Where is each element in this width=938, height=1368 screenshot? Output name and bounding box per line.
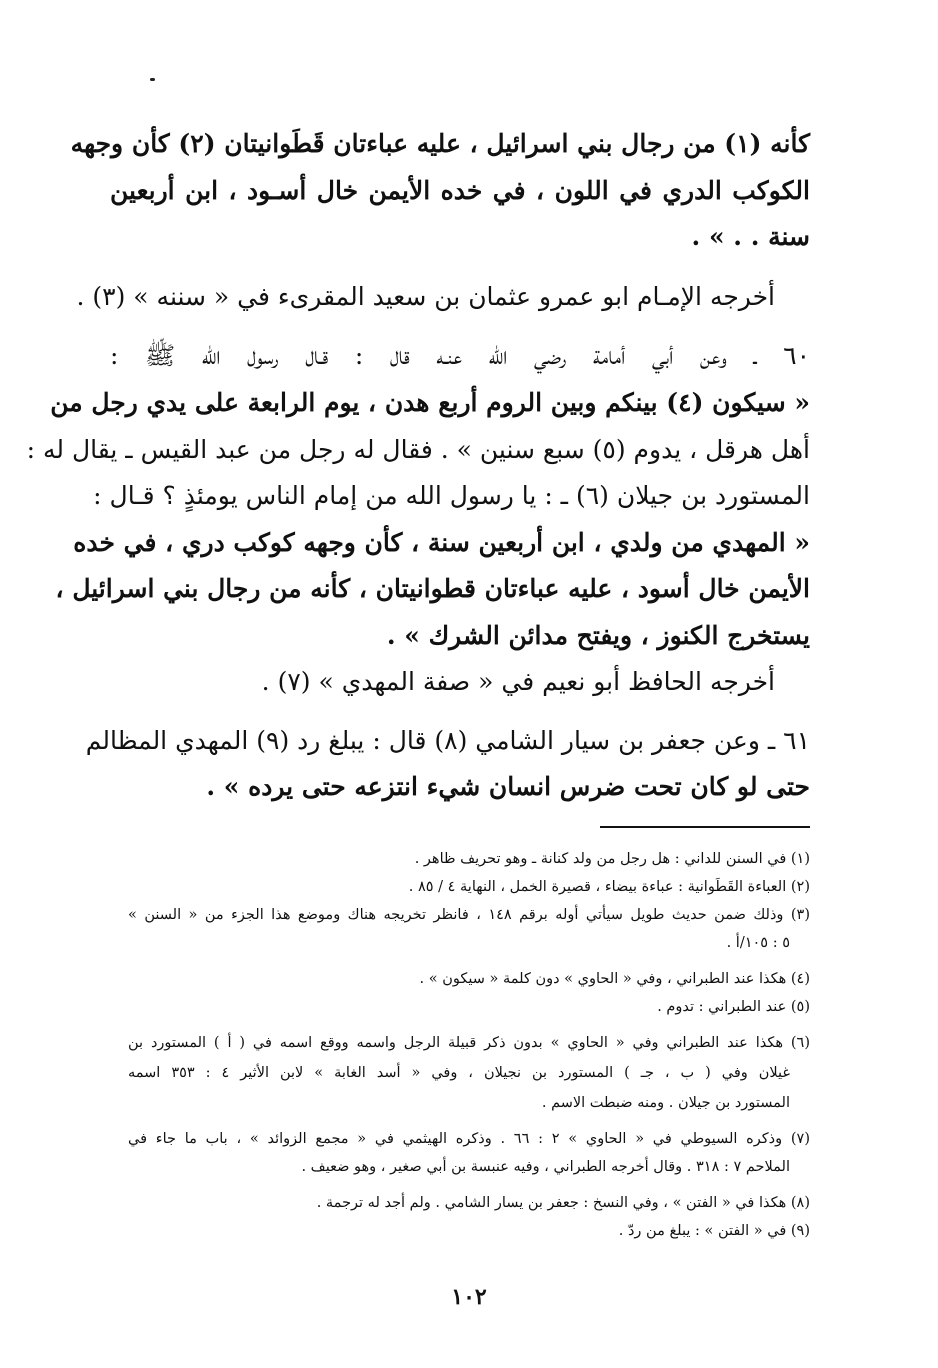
body-line: أهل هرقل ، يدوم (٥) سبع سنين » . فقال له رجل من عبد القيس ـ يقال له : — [26, 435, 810, 464]
body-line: حتى لو كان تحت ضرس انسان شيء انتزعه حتى يرده » . — [206, 772, 810, 801]
body-line: أخرجه الإمـام ابو عمرو عثمان بن سعيد المقرىء في « سننه » (٣) . — [76, 282, 775, 311]
footnote-line: (١) في السنن للداني : هل رجل من ولد كنانة ـ وهو تحريف ظاهر . — [414, 851, 810, 867]
footnote-line: (٦) هكذا عند الطبراني وفي « الحاوي » بدون ذكر قبيلة الرجل واسمه ووقع اسمه في ( أ ) المستورد بن — [128, 1035, 810, 1051]
body-line: الأيمن خال أسود ، عليه عباءتان قطوانيتان ، كأنه من رجال بني اسرائيل ، — [55, 574, 810, 603]
body-line: الكوكب الدري في اللون ، في خده الأيمن خال أسـود ، ابن أربعين — [110, 176, 810, 205]
body-line: يستخرج الكنوز ، ويفتح مدائن الشرك » . — [386, 621, 810, 650]
page-number: ١٠٢ — [451, 1284, 487, 1310]
footnote-line: المستورد بن جيلان . ومنه ضبطت الاسم . — [541, 1095, 790, 1111]
ink-speck — [150, 78, 155, 81]
footnote-line: (٧) وذكره السيوطي في « الحاوي » ٢ : ٦٦ . وذكره الهيثمي في « مجمع الزوائد » ، باب ما جاء في — [128, 1131, 810, 1147]
footnote-line: الملاحم ٧ : ٣١٨ . وقال أخرجه الطبراني ، وفيه عنبسة بن أبي صغير ، وهو ضعيف . — [301, 1159, 790, 1175]
body-line: « المهدي من ولدي ، ابن أربعين سنة ، كأن وجهه كوكب دري ، في خده — [73, 528, 810, 557]
footnote-line: (٢) العباءة القَطَوانية : عباءة بيضاء ، قصيرة الخمل ، النهاية ٤ / ٨٥ . — [408, 879, 810, 895]
footnote-line: (٨) هكذا في « الفتن » ، وفي النسخ : جعفر بن يسار الشامي . ولم أجد له ترجمة . — [316, 1195, 810, 1211]
body-line: أخرجه الحافظ أبو نعيم في « صفة المهدي » (٧) . — [261, 667, 775, 696]
footnote-separator — [600, 826, 810, 828]
body-line: المستورد بن جيلان (٦) ـ : يا رسول الله من إمام الناس يومئذٍ ؟ قـال : — [93, 481, 810, 510]
footnote-line: ٥ : ١٠٥/أ . — [726, 935, 790, 951]
footnote-line: (٩) في « الفتن » : يبلغ من ردّ . — [618, 1223, 810, 1239]
footnote-line: (٥) عند الطبراني : تدوم . — [657, 999, 810, 1015]
body-line: سنة . . » . — [691, 222, 810, 251]
footnote-line: غيلان وفي ( ب ، جـ ) المستورد بن نجيلان ، وفي « أسد الغابة » لابن الأثير ٤ : ٣٥٣ اسمه — [128, 1065, 790, 1081]
body-line: « سيكون (٤) بينكم وبين الروم أربع هدن ، يوم الرابعة على يدي رجل من — [50, 388, 810, 417]
body-line: كأنه (١) من رجال بني اسرائيل ، عليه عباءتان قَطَوانيتان (٢) كأن وجهه — [70, 129, 810, 158]
body-line: ٦١ ـ وعن جعفر بن سيار الشامي (٨) قال : يبلغ رد (٩) المهدي المظالم — [85, 726, 810, 755]
footnote-line: (٣) وذلك ضمن حديث طويل سيأتي أوله برقم ١٤٨ ، فانظر تخريجه هناك وموضع هذا الجزء من « السنن » — [128, 907, 810, 923]
body-line: ٦٠ ـ وعن أبي أمامة رضي الله عنـه قال : قـال رسول الله ﷺ : — [110, 341, 810, 370]
footnote-line: (٤) هكذا عند الطبراني ، وفي « الحاوي » دون كلمة « سيكون » . — [419, 971, 810, 987]
